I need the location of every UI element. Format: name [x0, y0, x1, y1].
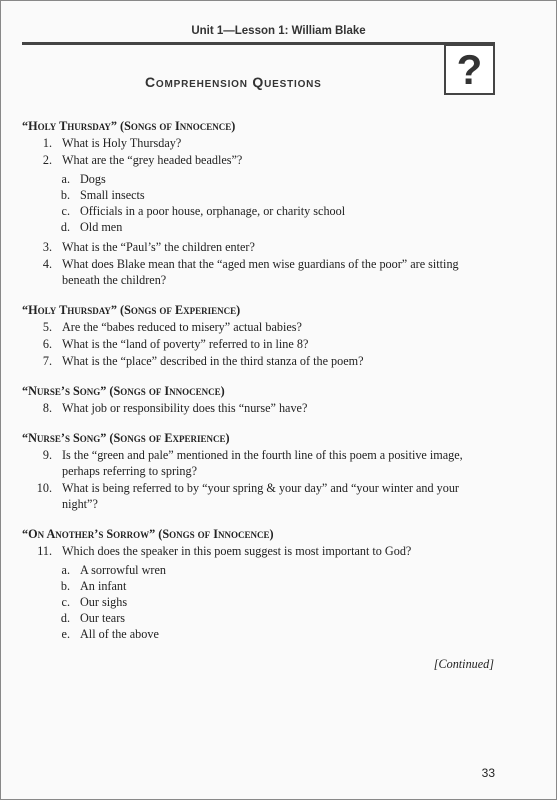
answer-option — [22, 562, 497, 578]
question-section — [22, 118, 497, 288]
option-letter: b. — [60, 579, 70, 593]
page-number: 33 — [481, 766, 495, 780]
question-text: What is the “land of poverty” referred to in line 8? — [62, 337, 309, 351]
option-letter: a. — [61, 172, 70, 186]
answer-option — [22, 626, 497, 642]
answer-options — [22, 171, 497, 235]
question-item — [22, 256, 497, 288]
page-title: Comprehension Questions — [145, 74, 322, 90]
page-header: Unit 1—Lesson 1: William Blake — [191, 25, 366, 37]
question-item — [22, 319, 497, 335]
answer-option — [22, 578, 497, 594]
section-heading: “Holy Thursday” (Songs of Experience) — [22, 303, 241, 317]
question-section — [22, 302, 497, 369]
question-text: Are the “babes reduced to misery” actual babies? — [62, 320, 302, 334]
question-number: 3. — [42, 240, 52, 254]
option-text: Old men — [80, 220, 123, 234]
option-letter: d. — [60, 611, 70, 625]
option-text: An infant — [80, 579, 127, 593]
questions-content — [22, 118, 497, 656]
question-text: What does Blake mean that the “aged men wise guardians of the poor” are sitting beneath the children? — [62, 257, 459, 287]
option-text: All of the above — [80, 627, 159, 641]
question-number: 8. — [42, 401, 52, 415]
answer-option — [22, 187, 497, 203]
question-item — [22, 135, 497, 151]
option-letter: c. — [61, 595, 70, 609]
answer-option — [22, 203, 497, 219]
option-text: Small insects — [80, 188, 145, 202]
option-letter: c. — [61, 204, 70, 218]
question-item — [22, 336, 497, 352]
option-text: Our sighs — [80, 595, 128, 609]
question-number: 10. — [36, 481, 52, 495]
option-text: Dogs — [80, 172, 106, 186]
answer-option — [22, 219, 497, 235]
question-number: 1. — [42, 136, 52, 150]
question-text: What is the “place” described in the third stanza of the poem? — [62, 354, 364, 368]
section-heading: “Nurse’s Song” (Songs of Innocence) — [22, 384, 225, 398]
question-item — [22, 480, 497, 512]
question-text: Is the “green and pale” mentioned in the fourth line of this poem a positive image, perhaps referring to spring? — [62, 448, 463, 478]
section-heading: “On Another’s Sorrow” (Songs of Innocence) — [22, 527, 274, 541]
question-text: What is being referred to by “your spring & your day” and “your winter and your night”? — [62, 481, 459, 511]
answer-option — [22, 171, 497, 187]
question-item — [22, 353, 497, 369]
question-text: What is Holy Thursday? — [62, 136, 182, 150]
question-number: 7. — [42, 354, 52, 368]
question-mark-icon: ? — [444, 44, 495, 95]
question-item — [22, 152, 497, 168]
question-number: 2. — [42, 153, 52, 167]
question-text: What job or responsibility does this “nurse” have? — [62, 401, 308, 415]
question-item — [22, 239, 497, 255]
question-item — [22, 543, 497, 559]
answer-option — [22, 594, 497, 610]
option-letter: d. — [60, 220, 70, 234]
header-rule — [22, 42, 495, 45]
section-heading: “Nurse’s Song” (Songs of Experience) — [22, 431, 230, 445]
question-text: What are the “grey headed beadles”? — [62, 153, 243, 167]
question-text: What is the “Paul’s” the children enter? — [62, 240, 255, 254]
question-number: 11. — [37, 544, 52, 558]
option-text: Our tears — [80, 611, 126, 625]
question-item — [22, 447, 497, 479]
question-text: Which does the speaker in this poem suggest is most important to God? — [62, 544, 412, 558]
option-letter: b. — [60, 188, 70, 202]
option-letter: a. — [61, 563, 70, 577]
question-number: 9. — [42, 448, 52, 462]
question-section — [22, 526, 497, 642]
answer-option — [22, 610, 497, 626]
question-item — [22, 400, 497, 416]
question-section — [22, 383, 497, 416]
continued-note: [Continued] — [433, 657, 494, 671]
option-text: Officials in a poor house, orphanage, or charity school — [80, 204, 346, 218]
question-number: 5. — [42, 320, 52, 334]
option-letter: e. — [61, 627, 70, 641]
question-section — [22, 430, 497, 512]
section-heading: “Holy Thursday” (Songs of Innocence) — [22, 119, 236, 133]
question-number: 6. — [42, 337, 52, 351]
option-text: A sorrowful wren — [80, 563, 166, 577]
answer-options — [22, 562, 497, 642]
question-number: 4. — [42, 257, 52, 271]
